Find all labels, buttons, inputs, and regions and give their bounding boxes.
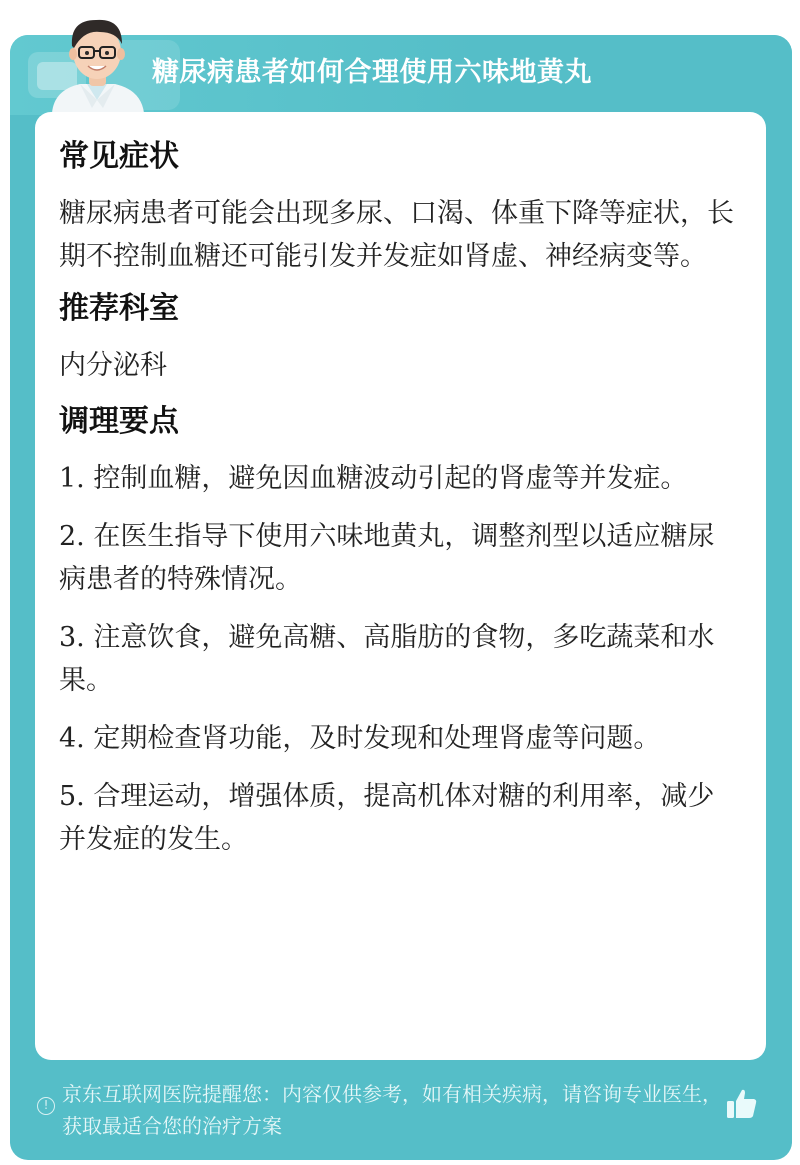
department-title: 推荐科室 [59, 291, 179, 326]
symptoms-title: 常见症状 [59, 139, 179, 174]
care-item-3 [59, 616, 739, 702]
care-item-number: 3. [59, 622, 85, 653]
care-item-4 [59, 717, 739, 760]
care-item-text: 注意饮食，避免高糖、高脂肪的食物，多吃蔬菜和水果。 [59, 622, 715, 696]
footer-notice: 京东互联网医院提醒您：内容仅供参考，如有相关疾病，请咨询专业医生，获取最适合您的治疗方案 [62, 1082, 722, 1138]
info-icon: ! [37, 1097, 55, 1115]
care-item-number: 5. [59, 781, 85, 812]
care-item-5 [59, 775, 739, 861]
care-item-text: 合理运动，增强体质，提高机体对糖的利用率，减少并发症的发生。 [59, 781, 715, 855]
symptoms-text: 糖尿病患者可能会出现多尿、口渴、体重下降等症状，长期不控制血糖还可能引发并发症如肾虚、神经病变等。 [59, 198, 734, 272]
care-item-number: 2. [59, 521, 85, 552]
care-item-number: 4. [59, 723, 85, 754]
doctor-avatar [40, 8, 155, 113]
thumbs-up-icon[interactable] [724, 1086, 760, 1122]
care-item-text: 控制血糖，避免因血糖波动引起的肾虚等并发症。 [93, 463, 688, 494]
care-item-2 [59, 515, 739, 601]
department-text: 内分泌科 [59, 350, 167, 381]
content-card [35, 112, 766, 1060]
care-item-1 [59, 457, 739, 500]
page-title: 糖尿病患者如何合理使用六味地黄丸 [152, 57, 592, 88]
card-content [59, 136, 739, 876]
care-item-text: 定期检查肾功能，及时发现和处理肾虚等问题。 [93, 723, 661, 754]
care-title: 调理要点 [59, 404, 179, 439]
care-item-text: 在医生指导下使用六味地黄丸，调整剂型以适应糖尿病患者的特殊情况。 [59, 521, 715, 595]
care-item-number: 1. [59, 463, 85, 494]
